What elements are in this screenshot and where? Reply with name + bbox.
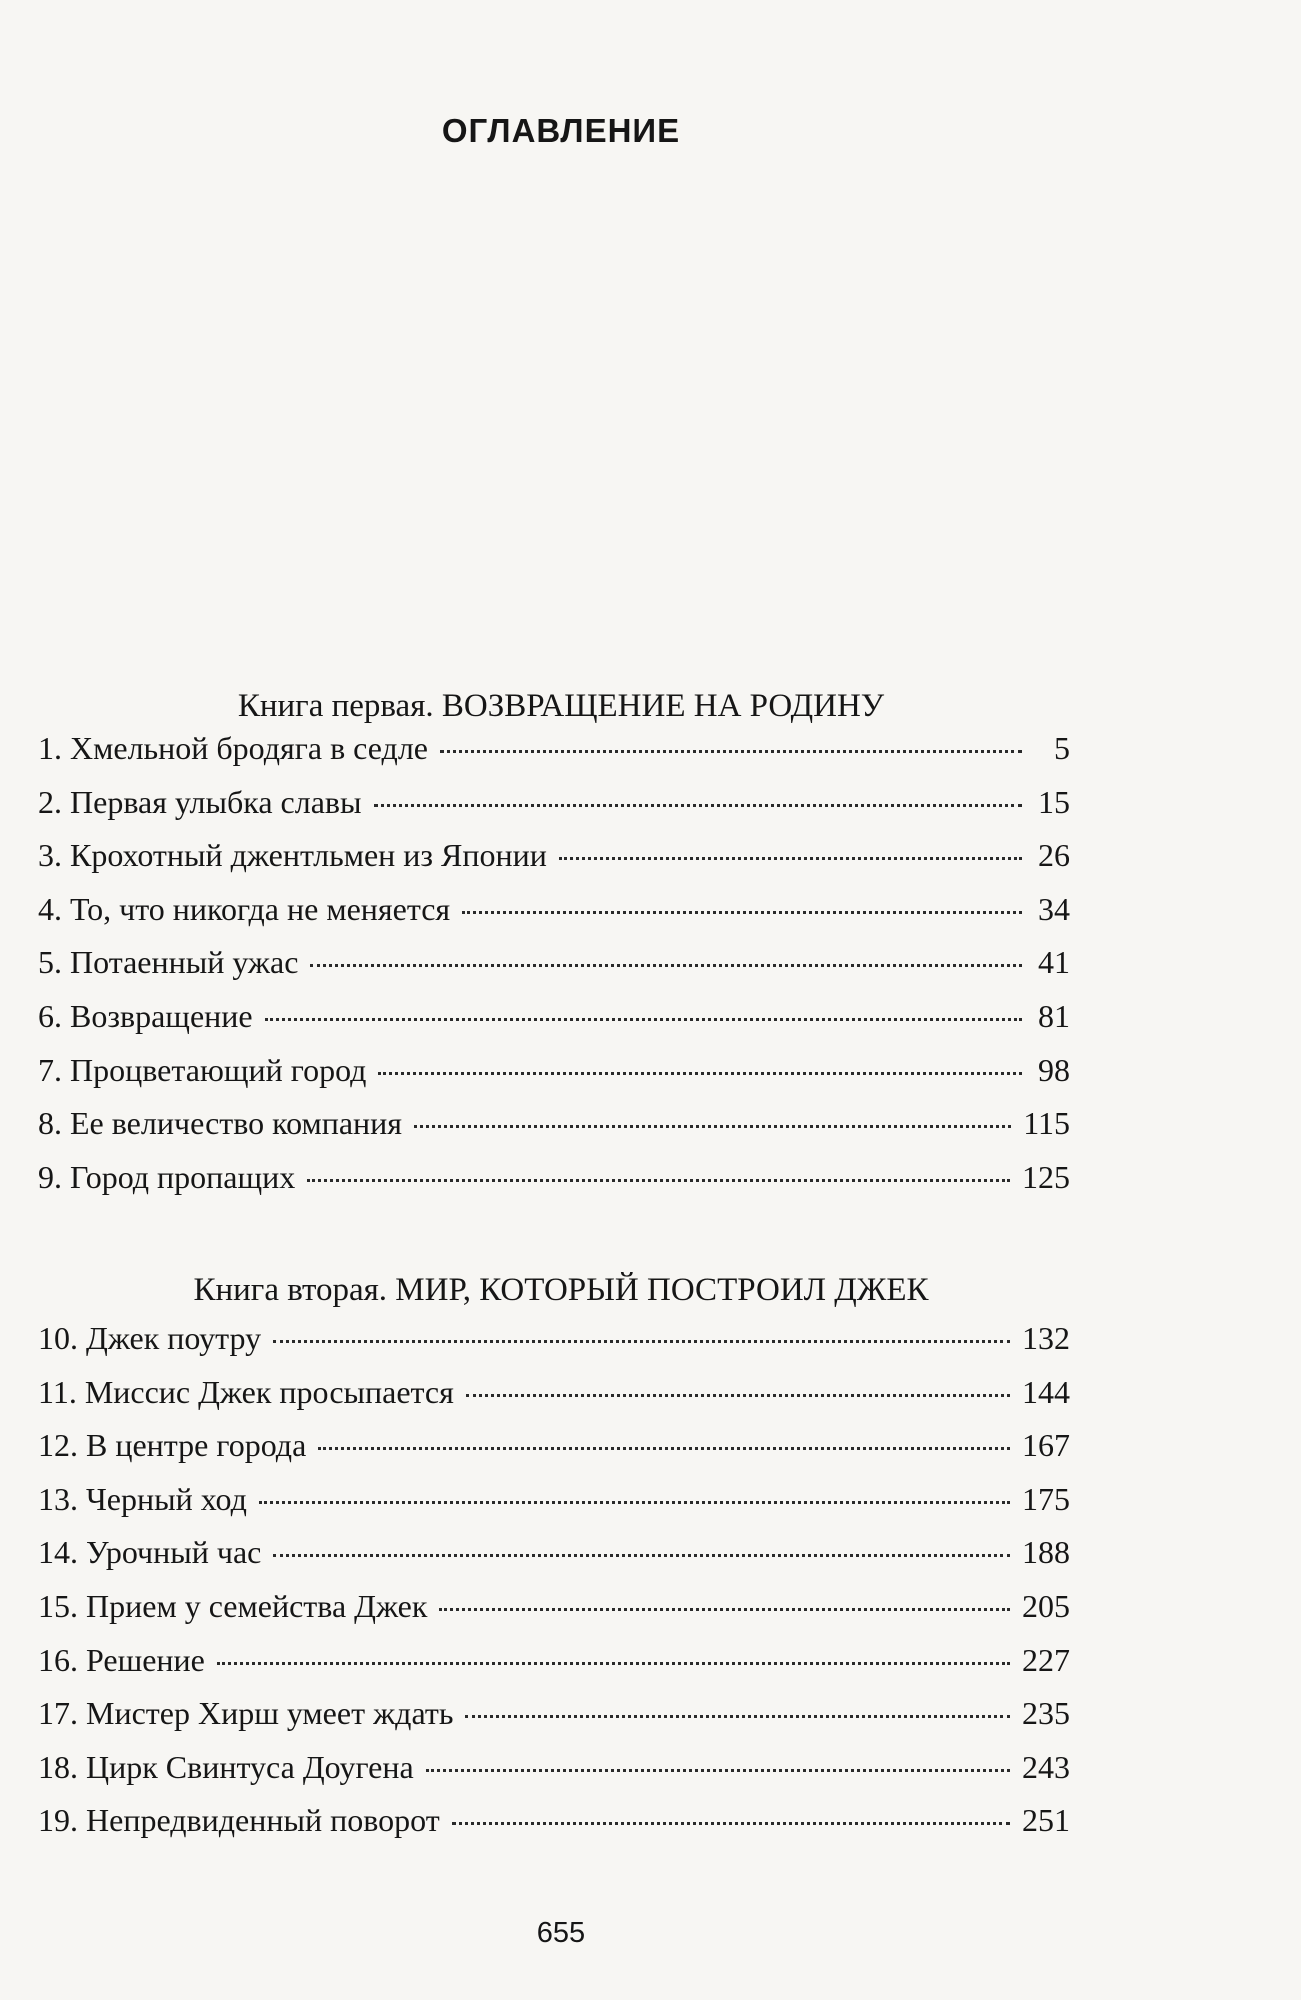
dot-leader (462, 911, 1022, 914)
toc-entry (38, 1534, 1070, 1588)
chapter-title: 9. Город пропащих (38, 1158, 296, 1195)
chapter-page-number: 144 (1022, 1373, 1070, 1410)
chapter-page-number: 26 (1038, 837, 1070, 874)
toc-entry (38, 730, 1070, 784)
toc-entry (38, 1695, 1070, 1749)
chapter-page-number: 81 (1038, 997, 1070, 1034)
chapter-title: 15. Прием у семейства Джек (38, 1587, 428, 1624)
chapter-title: 4. То, что никогда не меняется (38, 890, 451, 927)
toc-entry (38, 891, 1070, 945)
chapter-title: 16. Решение (38, 1641, 205, 1678)
chapter-title: 1. Хмельной бродяга в седле (38, 730, 428, 766)
chapter-title: 8. Ее величество компания (38, 1105, 402, 1142)
chapter-title: 17. Мистер Хирш умеет ждать (38, 1695, 454, 1732)
dot-leader (465, 1715, 1010, 1718)
chapter-page-number: 175 (1022, 1480, 1070, 1517)
dot-leader (307, 1179, 1010, 1182)
chapter-title: 11. Миссис Джек просыпается (38, 1373, 454, 1410)
chapter-page-number: 98 (1038, 1051, 1070, 1088)
chapter-title: 6. Возвращение (38, 997, 253, 1034)
dot-leader (559, 857, 1022, 860)
page-number: 655 (536, 1917, 586, 1949)
dot-leader (265, 1018, 1022, 1021)
dot-leader (378, 1072, 1022, 1075)
chapter-page-number: 188 (1022, 1534, 1070, 1571)
dot-leader (440, 750, 1022, 753)
chapter-title: 19. Непредвиденный поворот (38, 1802, 440, 1839)
book-two-heading: Книга вторая. МИР, КОТОРЫЙ ПОСТРОИЛ ДЖЕК (193, 1272, 929, 1308)
chapter-page-number: 227 (1022, 1641, 1070, 1678)
book-one-chapter-list (38, 730, 1070, 1212)
dot-leader (414, 1125, 1011, 1128)
dot-leader (273, 1340, 1010, 1343)
dot-leader (466, 1394, 1010, 1397)
chapter-page-number: 205 (1022, 1587, 1070, 1624)
dot-leader (439, 1608, 1010, 1611)
dot-leader (426, 1769, 1010, 1772)
chapter-page-number: 34 (1038, 890, 1070, 927)
chapter-title: 12. В центре города (38, 1427, 307, 1464)
dot-leader (318, 1447, 1010, 1450)
chapter-title: 18. Цирк Свинтуса Доугена (38, 1748, 414, 1785)
chapter-page-number: 235 (1022, 1695, 1070, 1732)
chapter-title: 13. Черный ход (38, 1480, 247, 1517)
toc-entry (38, 1105, 1070, 1159)
chapter-page-number: 125 (1022, 1158, 1070, 1195)
chapter-title: 2. Первая улыбка славы (38, 783, 362, 820)
chapter-title: 7. Процветающий город (38, 1051, 367, 1088)
chapter-page-number: 167 (1022, 1427, 1070, 1464)
toc-entry (38, 1159, 1070, 1213)
chapter-page-number: 115 (1023, 1105, 1070, 1142)
dot-leader (310, 964, 1022, 967)
toc-entry (38, 1374, 1070, 1428)
toc-entry (38, 1642, 1070, 1696)
toc-entry (38, 1749, 1070, 1803)
book-two-chapter-list (38, 1320, 1070, 1856)
chapter-page-number: 132 (1022, 1320, 1070, 1356)
toc-entry (38, 1802, 1070, 1856)
toc-entry (38, 784, 1070, 838)
chapter-page-number: 15 (1038, 783, 1070, 820)
toc-entry (38, 1481, 1070, 1535)
chapter-page-number: 41 (1038, 944, 1070, 981)
toc-entry (38, 998, 1070, 1052)
chapter-page-number: 251 (1022, 1802, 1070, 1839)
toc-entry (38, 1320, 1070, 1374)
dot-leader (273, 1554, 1010, 1557)
chapter-page-number: 5 (1054, 730, 1070, 766)
toc-entry (38, 1052, 1070, 1106)
book-one-heading: Книга первая. ВОЗВРАЩЕНИЕ НА РОДИНУ (237, 688, 885, 724)
chapter-title: 5. Потаенный ужас (38, 944, 299, 981)
toc-entry (38, 1588, 1070, 1642)
toc-entry (38, 1427, 1070, 1481)
chapter-page-number: 243 (1022, 1748, 1070, 1785)
dot-leader (259, 1501, 1010, 1504)
dot-leader (217, 1662, 1010, 1665)
chapter-title: 14. Урочный час (38, 1534, 262, 1571)
toc-entry (38, 944, 1070, 998)
chapter-title: 3. Крохотный джентльмен из Японии (38, 837, 547, 874)
toc-entry (38, 837, 1070, 891)
chapter-title: 10. Джек поутру (38, 1320, 262, 1356)
page-title: ОГЛАВЛЕНИЕ (441, 112, 681, 149)
dot-leader (374, 804, 1022, 807)
dot-leader (452, 1822, 1010, 1825)
